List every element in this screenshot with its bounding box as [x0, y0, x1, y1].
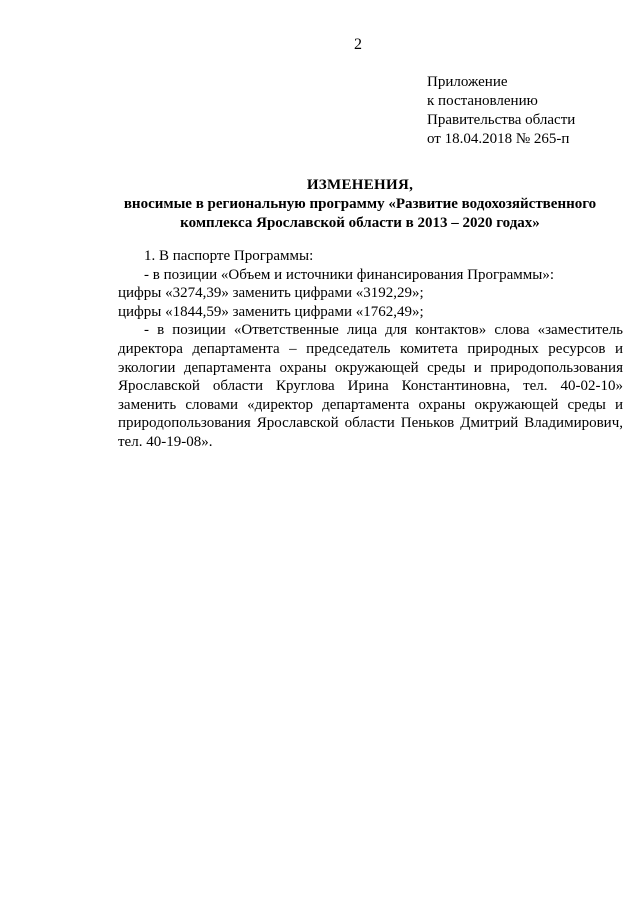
- paragraph-5: - в позиции «Ответственные лица для контактов» слова «заместитель директора департамента – председатель комитета природных ресурсов и экологии департамента охраны окружающей среды и природопользования Ярославской области Круглова Ирина Константиновна, тел. 40-02-10» заменить словами «директор департамента охраны окружающей среды и природопользования Ярославской области Пеньков Дмитрий Владимирович, тел. 40-19-08».: [118, 322, 623, 450]
- document-title: [100, 176, 620, 233]
- paragraph-2: - в позиции «Объем и источники финансирования Программы»:: [144, 266, 554, 283]
- appendix-line-2: к постановлению: [427, 93, 538, 109]
- page-number: 2: [354, 36, 362, 53]
- appendix-line-1: Приложение: [427, 74, 508, 90]
- appendix-line-3: Правительства области: [427, 112, 576, 128]
- paragraph-3: цифры «3274,39» заменить цифрами «3192,29»;: [118, 285, 424, 302]
- title-line-2: вносимые в региональную программу «Развитие водохозяйственного: [123, 196, 597, 212]
- title-line-3: комплекса Ярославской области в 2013 – 2020 годах»: [180, 215, 540, 231]
- title-heading: ИЗМЕНЕНИЯ,: [306, 177, 414, 193]
- paragraph-1: 1. В паспорте Программы:: [144, 248, 314, 264]
- paragraph-4: цифры «1844,59» заменить цифрами «1762,49»;: [118, 303, 424, 320]
- document-body: [118, 247, 623, 452]
- appendix-line-4: от 18.04.2018 № 265-п: [427, 131, 570, 147]
- appendix-block: [427, 73, 575, 149]
